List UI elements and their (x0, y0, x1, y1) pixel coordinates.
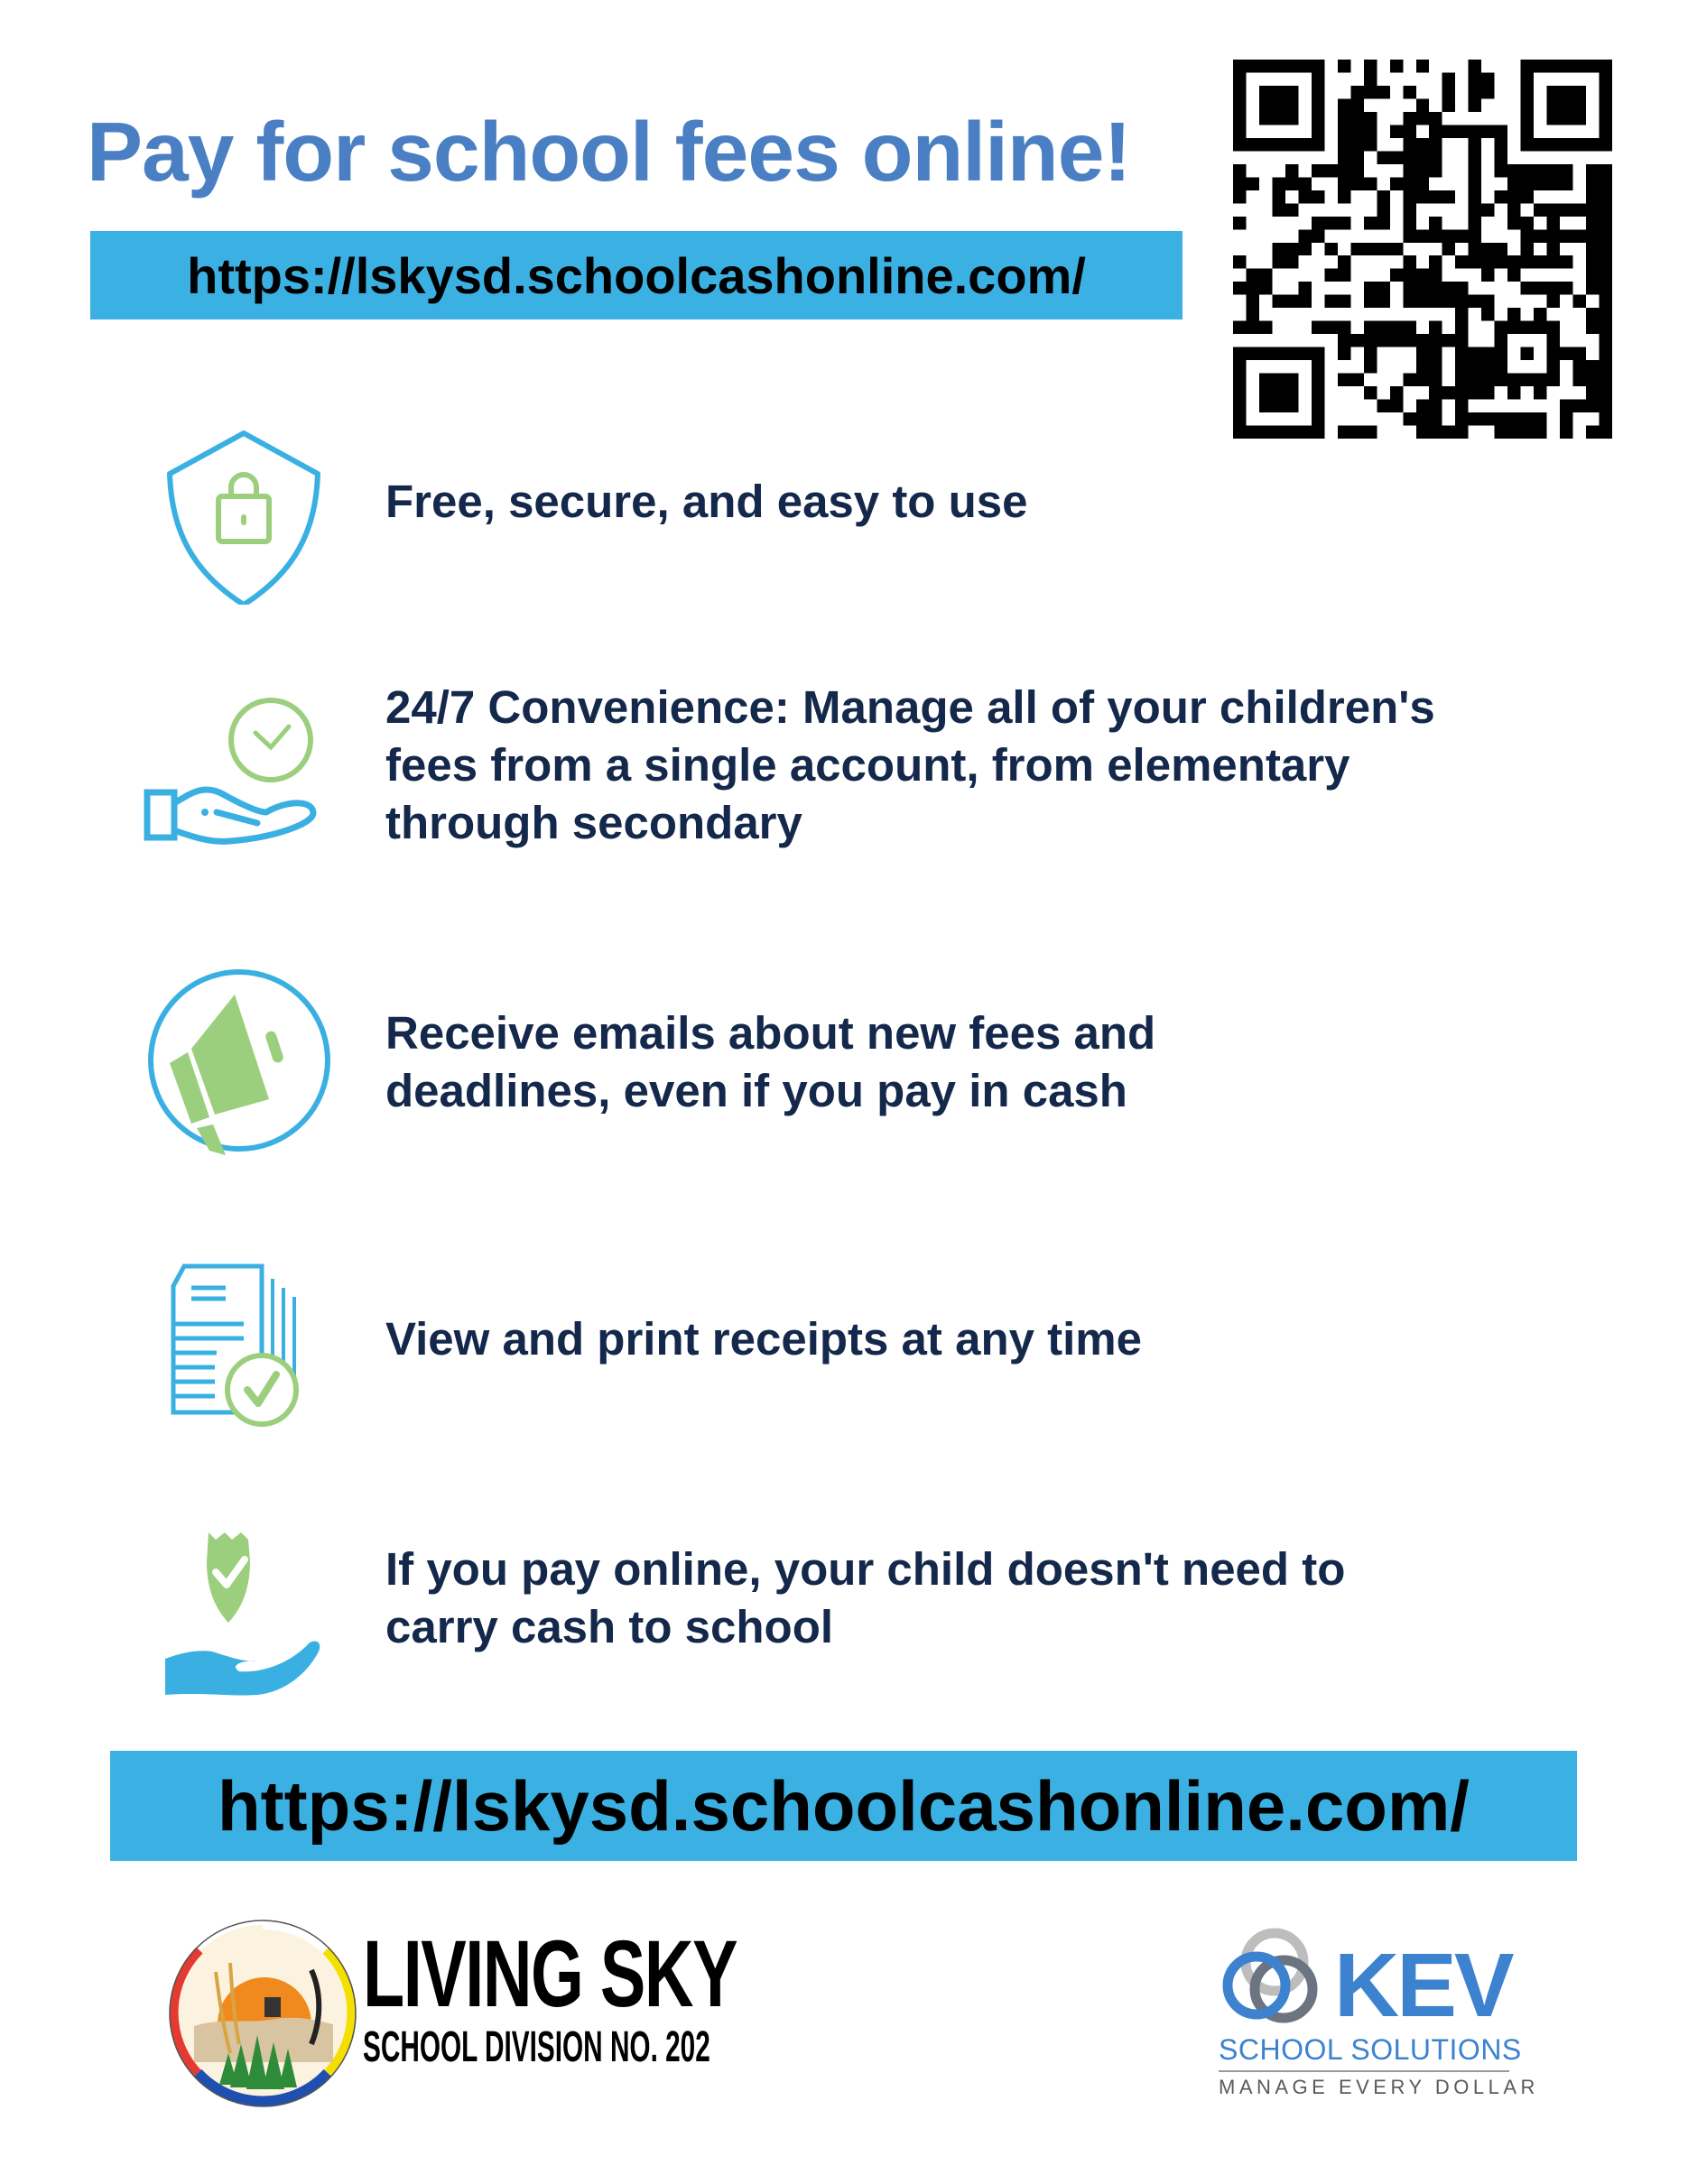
url-banner-top[interactable] (90, 231, 1183, 319)
living-sky-emblem (167, 1918, 358, 2109)
page-title: Pay for school fees online! (87, 105, 1131, 199)
feature-convenience-text: 24/7 Convenience: Manage all of your children's fees from a single account, from elementary through secondary (385, 681, 1435, 848)
living-sky-subtitle: SCHOOL DIVISION NO. 202 (363, 2023, 710, 2071)
receipt-check-icon (162, 1259, 343, 1439)
feature-secure-text: Free, secure, and easy to use (385, 476, 1028, 527)
feature-emails-text: Receive emails about new fees and deadlines, even if you pay in cash (385, 1007, 1156, 1116)
kev-subtitle: SCHOOL SOLUTIONS (1219, 2033, 1522, 2066)
shield-lock-icon (153, 424, 334, 605)
living-sky-name: LIVING SKY (363, 1921, 737, 2027)
kev-wordmark: KEV (1334, 1935, 1512, 2036)
url-link-top[interactable]: https://lskysd.schoolcashonline.com/ (187, 246, 1086, 304)
url-link-bottom[interactable]: https://lskysd.schoolcashonline.com/ (218, 1765, 1470, 1846)
megaphone-icon (144, 966, 325, 1146)
kev-tagline: MANAGE EVERY DOLLAR (1219, 2076, 1539, 2098)
url-banner-bottom[interactable] (110, 1751, 1577, 1861)
kev-rings-icon (1219, 1924, 1327, 2028)
feature-no-cash-text: If you pay online, your child doesn't need to carry cash to school (385, 1543, 1346, 1652)
feature-receipts-text: View and print receipts at any time (385, 1313, 1142, 1365)
hand-shield-check-icon (158, 1525, 339, 1706)
hand-clock-icon (140, 686, 320, 866)
kev-divider (1219, 2070, 1509, 2072)
qr-code (1233, 60, 1612, 439)
